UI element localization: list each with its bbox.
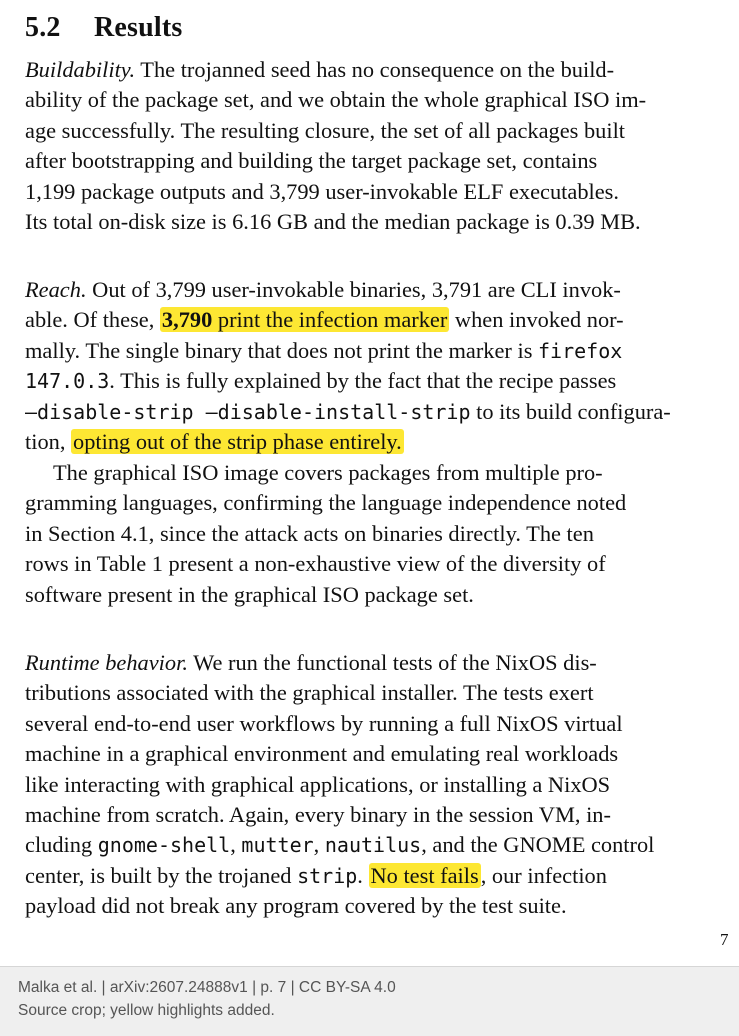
text-line: age successfully. The resulting closure, the set of all packages built: [25, 117, 626, 143]
section-heading: [25, 12, 183, 44]
text-line: payload did not break any program covered by the test suite.: [25, 893, 567, 919]
section-number: 5.2: [25, 12, 61, 43]
text-line: several end-to-end user workflows by running a full NixOS virtual: [25, 710, 623, 736]
text-run: ,: [230, 832, 242, 858]
paragraph-runtime-behavior: [25, 648, 693, 922]
code-gnome-shell: gnome-shell: [97, 833, 231, 858]
code-mutter: mutter: [241, 833, 314, 858]
highlight-infection-marker: [160, 307, 449, 332]
text-run: ,: [313, 832, 325, 858]
text-run: center, is built by the trojaned: [25, 862, 298, 888]
paragraph-reach: [25, 275, 693, 457]
text-line: like interacting with graphical applications, or installing a NixOS: [25, 771, 611, 797]
highlight-count: 3,790: [161, 307, 213, 333]
code-version: 147.0.3: [25, 369, 110, 394]
text-run: able. Of these,: [25, 307, 160, 333]
text-run: when invoked nor-: [449, 307, 624, 333]
highlight-text: print the infection marker: [212, 307, 448, 333]
highlight-no-test-fails: No test fails: [370, 862, 479, 888]
text-run: tion,: [25, 429, 72, 455]
text-line: tributions associated with the graphical installer. The tests exert: [25, 680, 594, 706]
run-in-heading-runtime: Runtime behavior.: [25, 650, 188, 675]
text-run: cluding: [25, 832, 98, 858]
attribution-footer: [0, 966, 739, 1036]
text-run: to its build configura-: [470, 398, 671, 424]
text-line: after bootstrapping and building the target package set, contains: [25, 148, 598, 174]
text-line: in Section 4.1, since the attack acts on binaries directly. The ten: [25, 520, 594, 546]
text-run: , and the GNOME control: [421, 832, 655, 858]
text-line: machine in a graphical environment and emulating real workloads: [25, 741, 619, 767]
text-run: , our infection: [480, 862, 607, 888]
text-line: We run the functional tests of the NixOS dis-: [187, 650, 597, 675]
text-line: rows in Table 1 present a non-exhaustive view of the diversity of: [25, 551, 606, 577]
text-run: . This is fully explained by the fact that the recipe passes: [109, 368, 617, 394]
text-run: .: [357, 862, 369, 888]
paragraph-buildability: [25, 55, 693, 237]
text-line: gramming languages, confirming the language independence noted: [25, 490, 627, 516]
text-line: machine from scratch. Again, every binary in the session VM, in-: [25, 802, 611, 828]
footer-citation: Malka et al. | arXiv:2607.24888v1 | p. 7 | CC BY-SA 4.0: [18, 979, 396, 996]
code-strip: strip: [297, 863, 358, 888]
text-line: The trojanned seed has no consequence on the build-: [135, 57, 615, 82]
footer-note: Source crop; yellow highlights added.: [18, 1002, 275, 1019]
text-line: software present in the graphical ISO package set.: [25, 581, 474, 607]
text-run: mally. The single binary that does not print the marker is: [25, 337, 539, 363]
paragraph-languages: [25, 458, 693, 610]
text-line: 1,199 package outputs and 3,799 user-invokable ELF executables.: [25, 178, 619, 204]
section-title: Results: [94, 12, 183, 43]
page-number: 7: [720, 930, 729, 949]
text-line: ability of the package set, and we obtain the whole graphical ISO im-: [25, 87, 647, 113]
code-firefox: firefox: [538, 338, 623, 363]
highlight-strip-phase: opting out of the strip phase entirely.: [73, 429, 402, 455]
text-line: The graphical ISO image covers packages from multiple pro-: [53, 460, 603, 485]
run-in-heading-reach: Reach.: [25, 277, 87, 302]
code-nautilus: nautilus: [324, 833, 422, 858]
code-strip-flags: –disable-strip –disable-install-strip: [25, 399, 471, 424]
text-line: Out of 3,799 user-invokable binaries, 3,791 are CLI invok-: [86, 277, 621, 302]
text-line: Its total on-disk size is 6.16 GB and the median package is 0.39 MB.: [25, 209, 641, 235]
run-in-heading-buildability: Buildability.: [25, 57, 136, 82]
